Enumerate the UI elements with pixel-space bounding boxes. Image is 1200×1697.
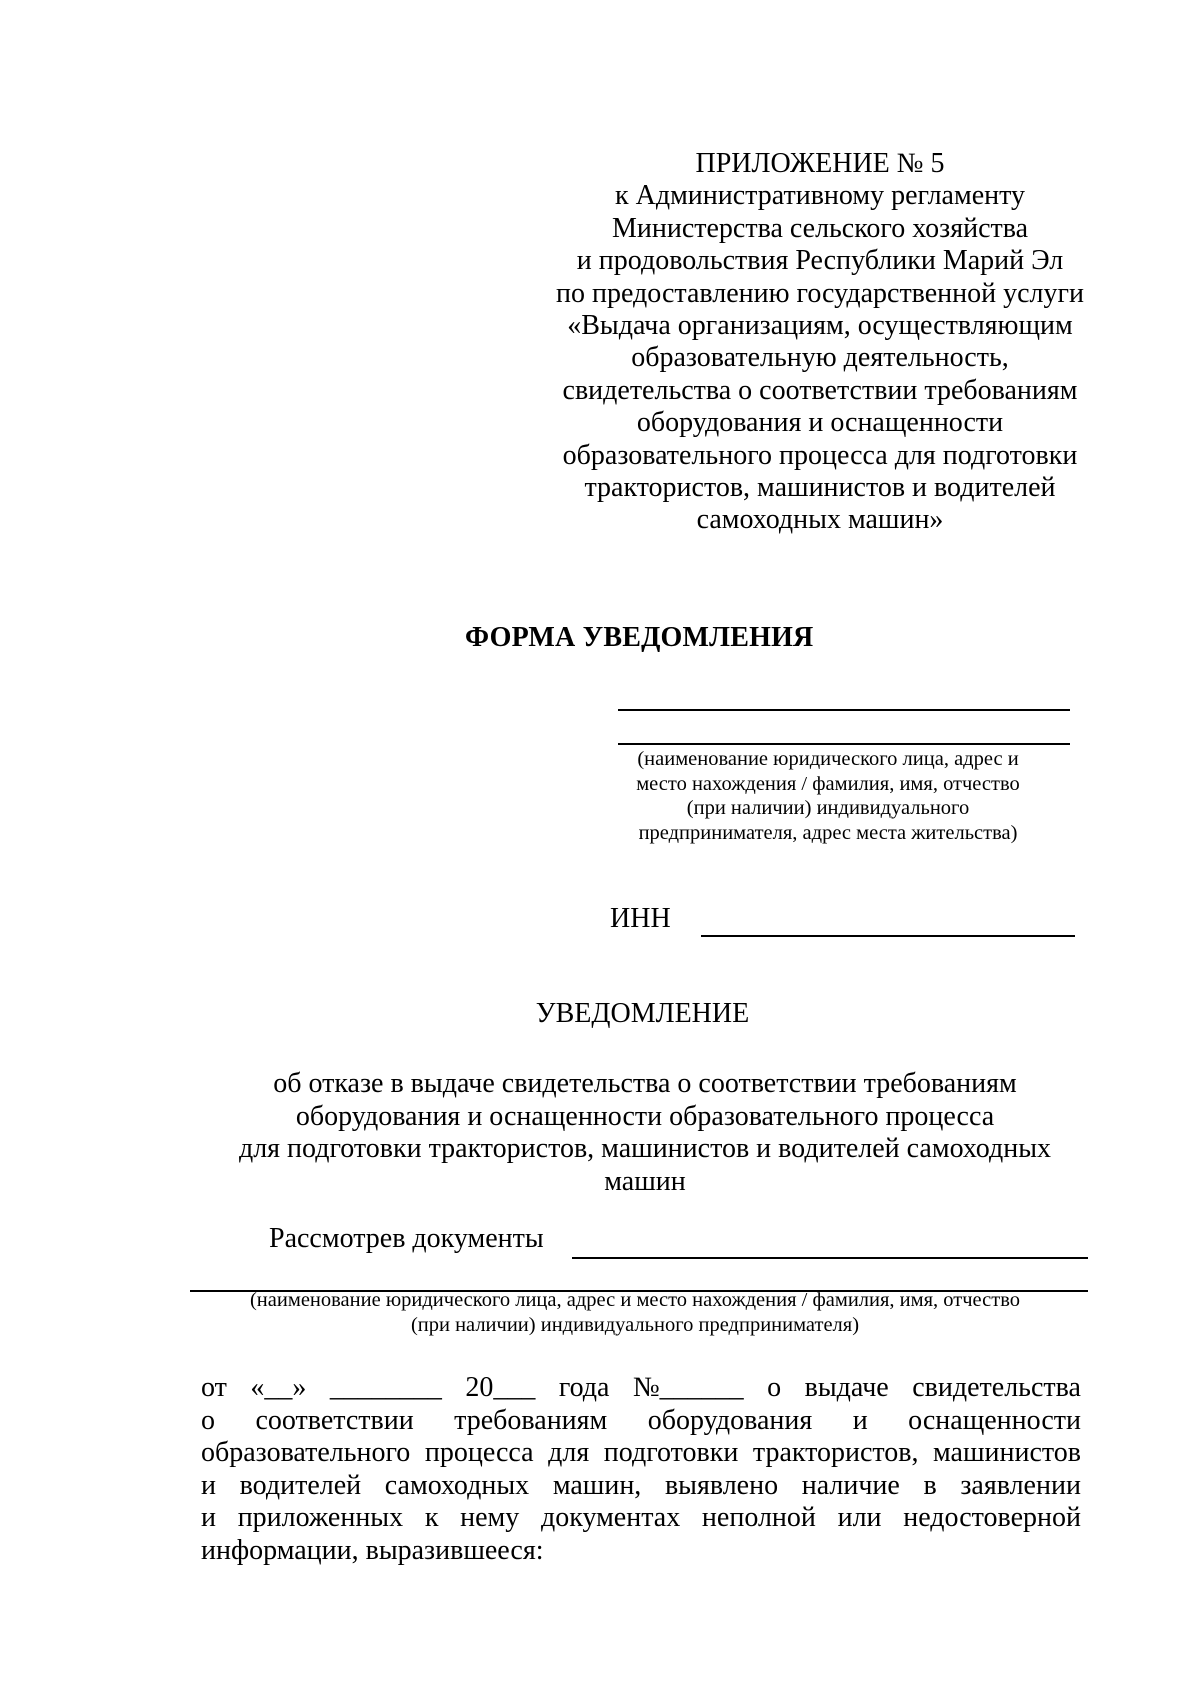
body-last-line: информации, выразившееся: — [201, 1534, 544, 1566]
body-line — [201, 1405, 1081, 1438]
caption-line: (наименование юридического лица, адрес и — [637, 748, 1019, 770]
body-paragraph — [201, 1372, 1081, 1567]
appendix-line: образовательную деятельность, — [631, 342, 1009, 374]
caption-line: предпринимателя, адрес места жительства) — [638, 821, 1018, 844]
word: машинистов — [933, 1437, 1081, 1468]
caption-line: место нахождения / фамилия, имя, отчество — [636, 772, 1020, 795]
word: неполной — [701, 1502, 816, 1533]
word: о — [201, 1404, 215, 1436]
word: недостоверной — [903, 1502, 1081, 1533]
review-blank-line — [572, 1257, 1088, 1259]
word: трактористов, — [752, 1437, 919, 1468]
word: приложенных — [237, 1502, 404, 1533]
appendix-line: «Выдача организациям, осуществляющим — [567, 310, 1073, 342]
review-label: Рассмотрев документы — [269, 1223, 544, 1254]
inn-blank-line — [701, 935, 1075, 937]
word: подготовки — [603, 1437, 739, 1468]
recipient-blank-line-2 — [618, 743, 1070, 745]
word: 20___ — [465, 1372, 536, 1403]
word: к — [424, 1502, 439, 1533]
word: соответствии — [255, 1404, 414, 1436]
word: выдаче — [804, 1372, 889, 1403]
body-line — [201, 1372, 1081, 1405]
caption-line: (при наличии) индивидуального предпринимателя) — [410, 1314, 860, 1336]
word: заявлении — [960, 1469, 1081, 1501]
word: водителей — [239, 1469, 362, 1501]
word: для — [548, 1437, 590, 1468]
appendix-header — [520, 148, 1120, 537]
word: или — [837, 1502, 882, 1533]
word: образовательного — [201, 1437, 411, 1468]
review-caption — [190, 1288, 1080, 1338]
word: ________ — [329, 1372, 442, 1403]
word: «__» — [250, 1372, 307, 1403]
word: свидетельства — [912, 1372, 1081, 1403]
word: в — [923, 1469, 937, 1501]
inn-label: ИНН — [610, 903, 671, 934]
appendix-line: трактористов, машинистов и водителей — [584, 472, 1056, 504]
notice-heading: УВЕДОМЛЕНИЕ — [535, 998, 750, 1029]
body-line — [201, 1502, 1081, 1535]
word: №______ — [632, 1372, 744, 1403]
appendix-line: к Административному регламенту — [615, 180, 1025, 212]
form-title: ФОРМА УВЕДОМЛЕНИЯ — [465, 622, 814, 653]
word: о — [767, 1372, 782, 1403]
subject-line: машин — [604, 1165, 686, 1197]
appendix-line: и продовольствия Республики Марий Эл — [576, 245, 1064, 277]
word: и — [201, 1502, 216, 1533]
appendix-line: самоходных машин» — [696, 504, 944, 536]
word: процесса — [424, 1437, 534, 1468]
word: от — [201, 1372, 227, 1403]
caption-line: (при наличии) индивидуального — [686, 797, 970, 819]
word: года — [558, 1372, 610, 1403]
word: выявлено — [664, 1469, 779, 1501]
body-line — [201, 1437, 1081, 1470]
appendix-line: образовательного процесса для подготовки — [562, 439, 1078, 471]
word: оснащенности — [908, 1404, 1081, 1436]
subject-line: для подготовки трактористов, машинистов и водителей самоходных — [238, 1133, 1052, 1164]
recipient-caption — [598, 747, 1058, 845]
appendix-line: по предоставлению государственной услуги — [556, 277, 1084, 309]
appendix-line: оборудования и оснащенности — [636, 407, 1004, 439]
word: требованиям — [454, 1404, 608, 1436]
notice-subject — [210, 1068, 1080, 1198]
word: машин, — [552, 1469, 642, 1501]
caption-line: (наименование юридического лица, адрес и место нахождения / фамилия, имя, отчество — [249, 1289, 1021, 1311]
appendix-line: Министерства сельского хозяйства — [611, 212, 1029, 244]
subject-line: оборудования и оснащенности образовательного процесса — [295, 1100, 995, 1132]
word: самоходных — [384, 1469, 530, 1501]
word: и — [201, 1469, 216, 1501]
word: наличие — [801, 1469, 900, 1501]
word: нему — [460, 1502, 520, 1533]
body-line — [201, 1470, 1081, 1503]
recipient-blank-line-1 — [618, 709, 1070, 711]
appendix-line: ПРИЛОЖЕНИЕ № 5 — [695, 148, 945, 179]
subject-line: об отказе в выдаче свидетельства о соответствии требованиям — [273, 1068, 1017, 1099]
word: и — [852, 1404, 868, 1436]
word: оборудования — [647, 1404, 813, 1436]
word: документах — [540, 1502, 681, 1533]
appendix-line: свидетельства о соответствии требованиям — [562, 374, 1078, 406]
